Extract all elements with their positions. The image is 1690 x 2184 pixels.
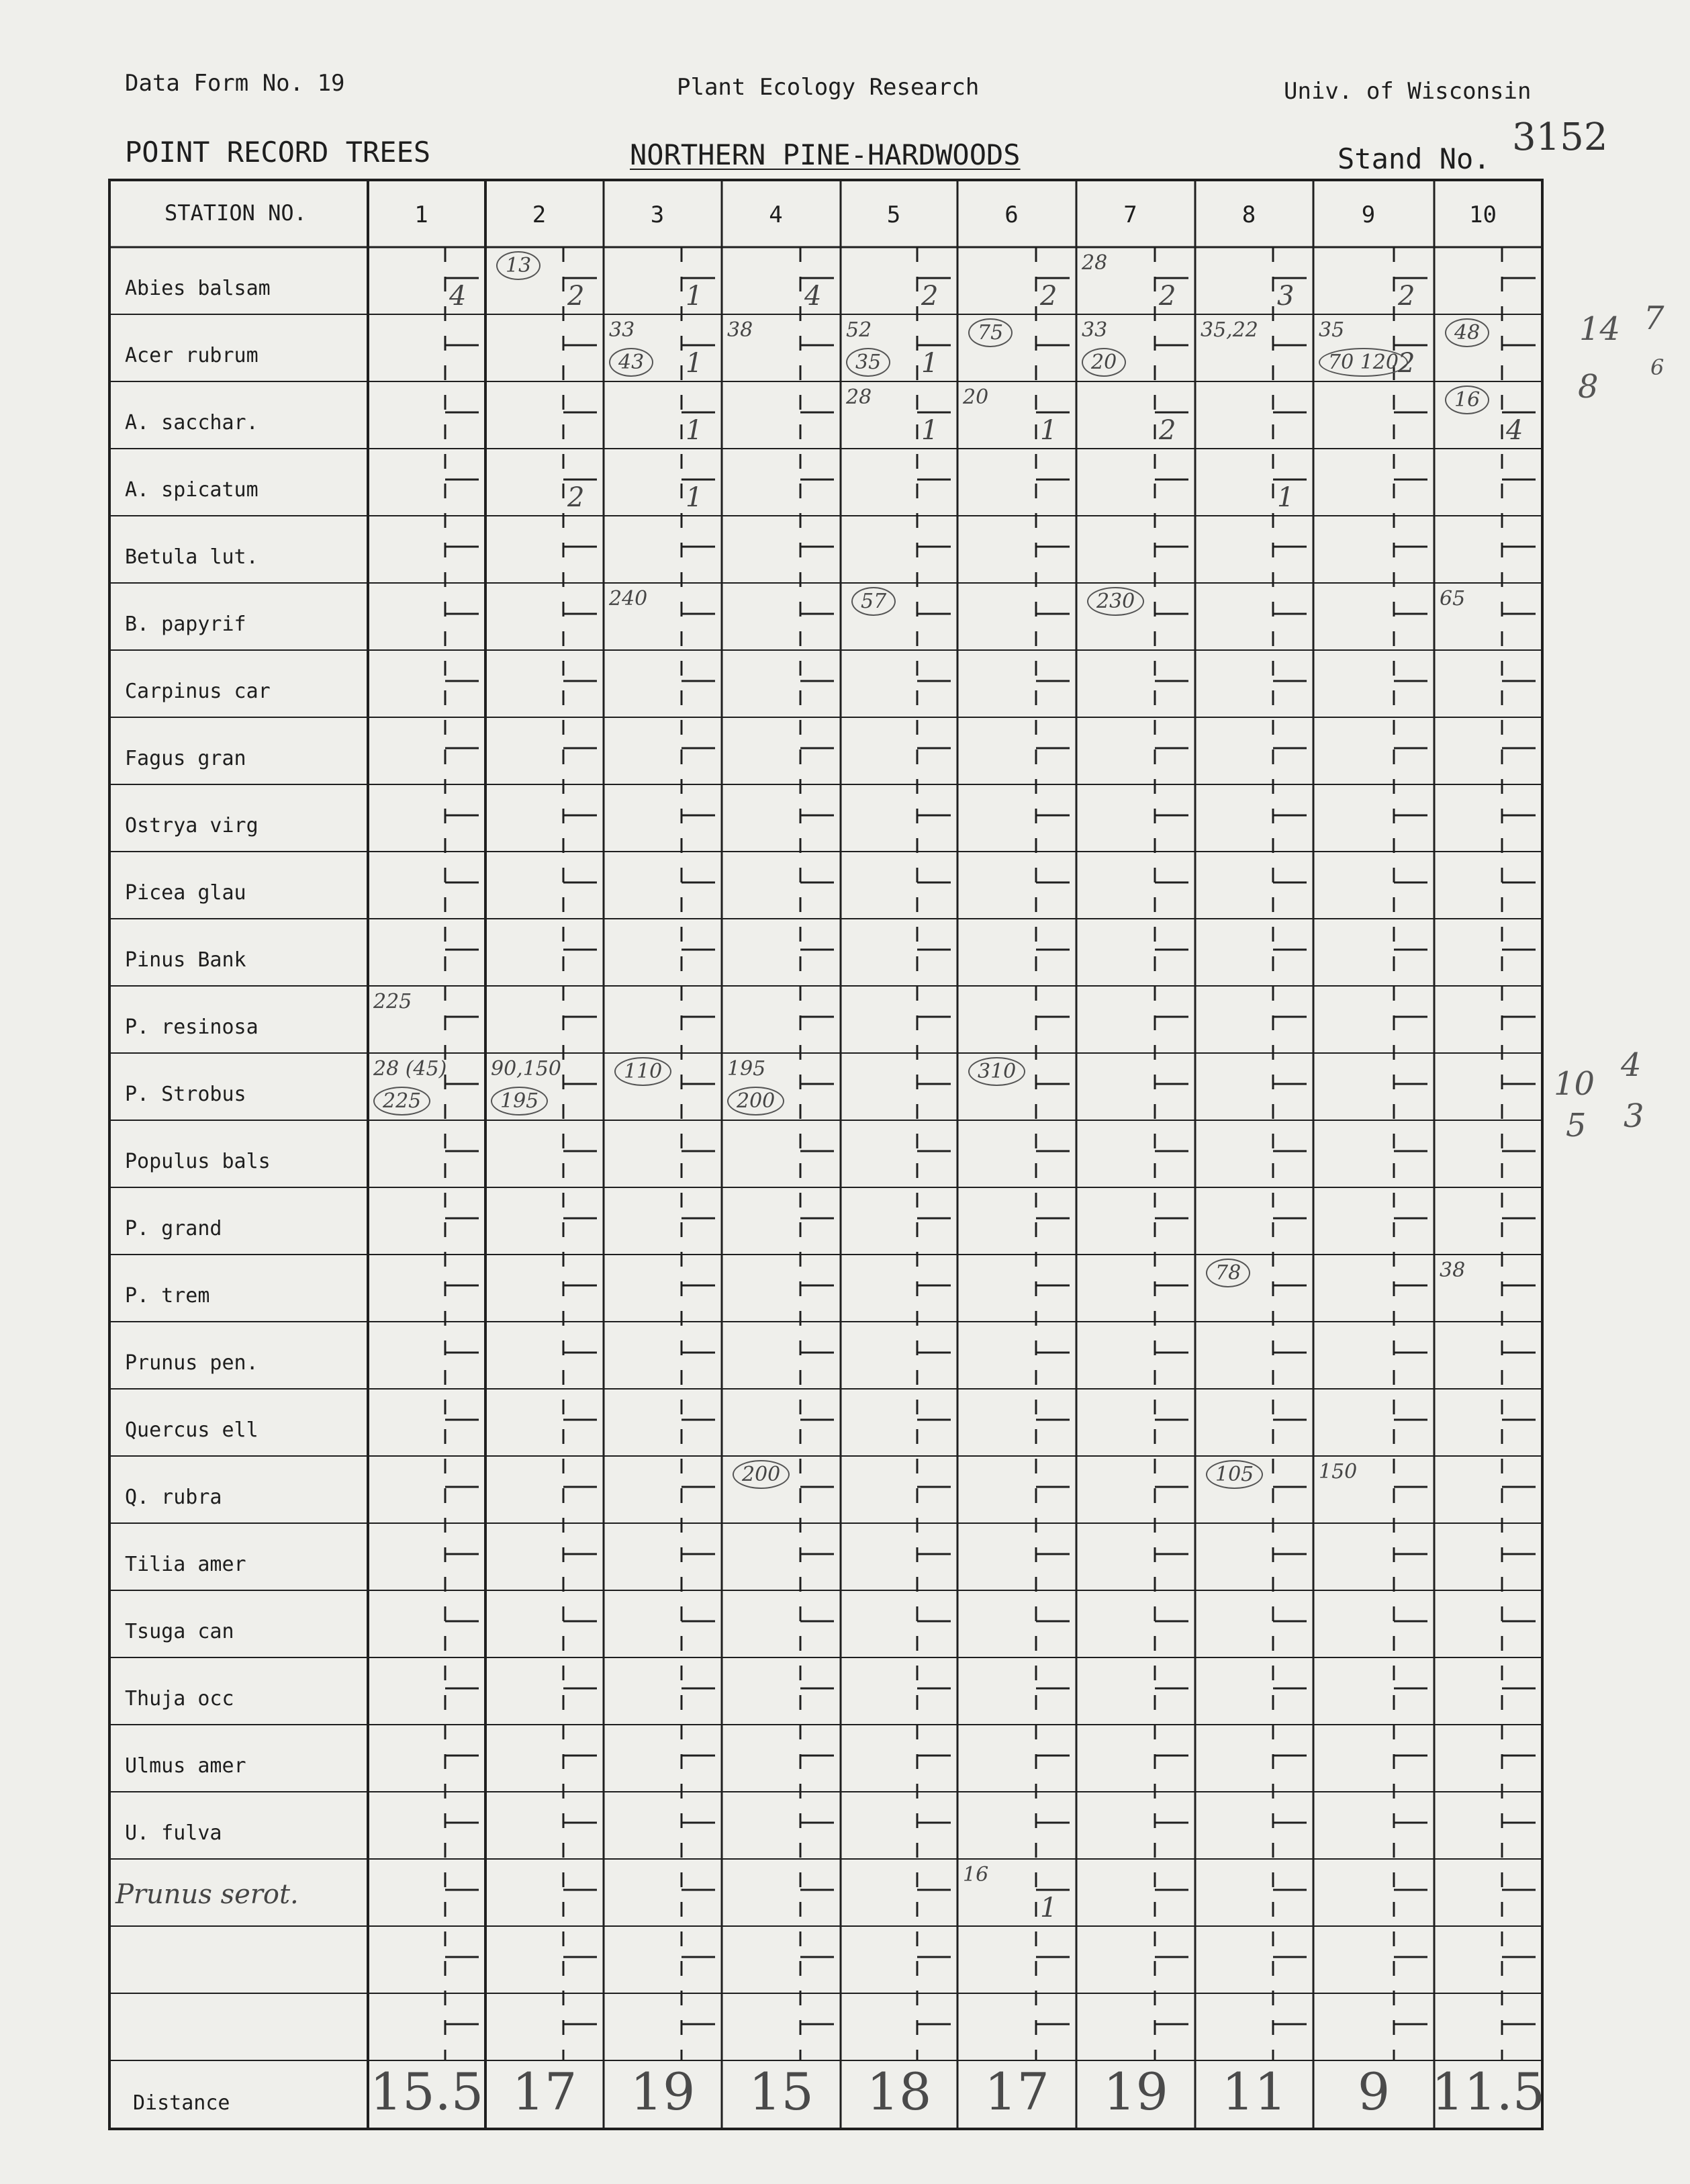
distance-value: 11 [1221,2062,1287,2122]
distance-value: 19 [630,2062,696,2122]
distance-value: 11.5 [1431,2062,1546,2122]
side-note-g: 5 [1566,1107,1587,1144]
handwritten-entry: 28 [1082,251,1108,275]
handwritten-entry: 1 [686,415,703,446]
species-label: Ulmus amer [125,1754,246,1778]
form-title: POINT RECORD TREES [125,136,431,169]
handwritten-entry: 35,22 [1201,318,1258,342]
distance-value: 18 [866,2062,932,2122]
organization: Plant Ecology Research [677,74,980,101]
handwritten-entry: 150 [1319,1460,1358,1484]
university: Univ. of Wisconsin [1284,78,1532,105]
table-border [109,180,1542,2129]
circled-entry: 230 [1087,587,1144,616]
circled-entry: 200 [733,1460,790,1489]
handwritten-entry: 33 [1082,318,1108,342]
handwritten-entry: 35 [1319,318,1345,342]
handwritten-entry: 1 [1040,1893,1058,1923]
species-label: Ostrya virg [125,814,259,837]
handwritten-entry: 2 [1159,415,1176,446]
side-note-d: 6 [1650,355,1664,380]
handwritten-entry: 52 [846,318,872,342]
side-note-c: 8 [1578,368,1599,406]
circled-entry: 200 [727,1087,784,1116]
handwritten-entry: 1 [686,348,703,379]
side-note-f: 4 [1621,1046,1642,1084]
station-number: 5 [886,201,901,228]
handwritten-entry: 90,150 [491,1057,561,1081]
handwritten-entry: 2 [567,482,585,513]
species-label: P. grand [125,1217,222,1240]
station-number: 6 [1004,201,1019,228]
circled-entry: 70 120 [1319,348,1408,377]
species-label: Fagus gran [125,747,246,770]
community-title: NORTHERN PINE-HARDWOODS [630,138,1021,171]
handwritten-entry: 2 [1398,281,1415,312]
species-label: Acer rubrum [125,344,259,367]
handwritten-entry: 195 [727,1057,766,1081]
circled-entry: 78 [1206,1259,1250,1287]
species-label: Q. rubra [125,1486,222,1509]
species-label: Tsuga can [125,1620,234,1643]
station-number: 2 [532,201,547,228]
stand-number: 3152 [1512,116,1608,159]
circled-entry: 75 [968,318,1013,347]
handwritten-entry: 4 [804,281,822,312]
station-header: STATION NO. [165,200,307,226]
handwritten-entry: 1 [686,281,703,312]
distance-value: 17 [512,2062,577,2122]
handwritten-entry: 4 [449,281,467,312]
handwritten-entry: 28 (45) [373,1057,447,1081]
handwritten-entry: 225 [373,990,412,1013]
handwritten-entry: 2 [1040,281,1058,312]
circled-entry: 195 [491,1087,548,1116]
station-number: 3 [650,201,665,228]
extra-species-label: Prunus serot. [115,1879,299,1910]
species-label: Populus bals [125,1150,271,1173]
species-label: Pinus Bank [125,948,246,972]
handwritten-entry: 2 [567,281,585,312]
species-label: Abies balsam [125,277,271,300]
distance-value: 17 [984,2062,1049,2122]
distance-value: 15.5 [369,2062,484,2122]
species-label: Prunus pen. [125,1351,259,1375]
species-label: A. sacchar. [125,411,259,435]
species-label: Picea glau [125,881,246,905]
circled-entry: 105 [1206,1460,1263,1489]
circled-entry: 225 [373,1087,430,1116]
handwritten-entry: 20 [963,385,989,409]
handwritten-entry: 240 [609,587,648,610]
form-number: Data Form No. 19 [125,70,345,97]
circled-entry: 20 [1082,348,1126,377]
station-number: 4 [769,201,783,228]
handwritten-entry: 1 [921,348,939,379]
species-label: Betula lut. [125,545,259,569]
circled-entry: 35 [846,348,890,377]
distance-value: 19 [1103,2062,1168,2122]
species-label: Quercus ell [125,1418,259,1442]
distance-value: 15 [749,2062,814,2122]
circled-entry: 13 [496,251,541,280]
handwritten-entry: 2 [1398,348,1415,379]
handwritten-entry: 4 [1506,415,1523,446]
circled-entry: 48 [1445,318,1489,347]
species-label: Tilia amer [125,1553,246,1576]
circled-entry: 310 [968,1057,1025,1086]
side-note-h: 3 [1624,1097,1644,1135]
species-label: P. Strobus [125,1083,246,1106]
handwritten-entry: 33 [609,318,635,342]
circled-entry: 16 [1445,385,1489,414]
station-number: 7 [1123,201,1137,228]
handwritten-entry: 38 [727,318,753,342]
handwritten-entry: 38 [1440,1259,1466,1282]
handwritten-entry: 2 [1159,281,1176,312]
distance-value: 9 [1357,2062,1391,2122]
distance-label: Distance [133,2091,230,2115]
handwritten-entry: 1 [921,415,939,446]
side-note-a: 14 [1579,310,1621,348]
station-number: 1 [414,201,428,228]
station-number: 9 [1361,201,1376,228]
species-label: P. resinosa [125,1015,259,1039]
species-label: Thuja occ [125,1687,234,1711]
side-note-e: 10 [1554,1065,1595,1103]
side-note-b: 7 [1644,300,1664,337]
handwritten-entry: 65 [1440,587,1466,610]
handwritten-entry: 1 [686,482,703,513]
species-label: A. spicatum [125,478,259,502]
station-number: 8 [1241,201,1256,228]
circled-entry: 57 [851,587,896,616]
species-label: B. papyrif [125,612,246,636]
species-label: Carpinus car [125,680,271,703]
handwritten-entry: 3 [1277,281,1295,312]
stand-label: Stand No. [1337,142,1491,175]
circled-entry: 43 [609,348,653,377]
handwritten-entry: 1 [1040,415,1058,446]
handwritten-entry: 1 [1277,482,1295,513]
species-label: U. fulva [125,1821,222,1845]
circled-entry: 110 [614,1057,671,1086]
species-label: P. trem [125,1284,210,1308]
handwritten-entry: 16 [963,1863,989,1886]
station-number: 10 [1469,201,1497,228]
handwritten-entry: 2 [921,281,939,312]
handwritten-entry: 28 [846,385,872,409]
